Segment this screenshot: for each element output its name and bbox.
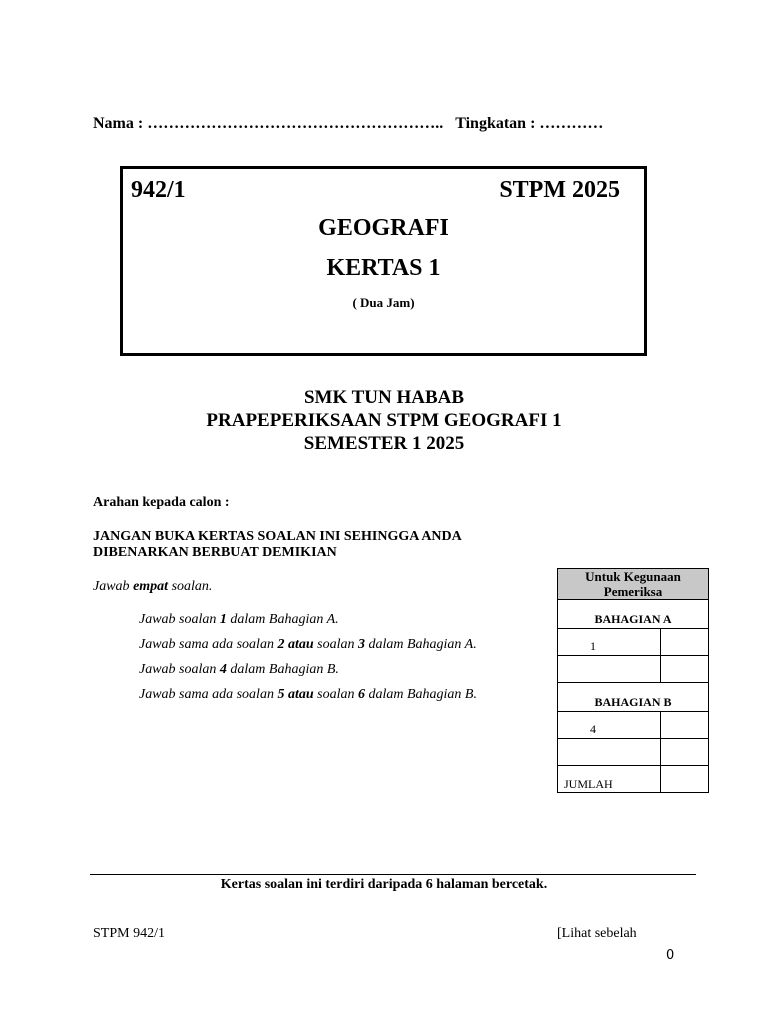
candidate-info-line (93, 115, 603, 133)
exam-name: PRAPEPERIKSAAN STPM GEOGRAFI 1 (206, 410, 562, 431)
paper-code: 942/1 (131, 177, 186, 203)
rule-item: Jawab soalan 1 dalam Bahagian A. (139, 612, 339, 627)
school-name: SMK TUN HABAB (303, 387, 465, 408)
see-next-page: [Lihat sebelah (557, 926, 637, 941)
total-mark-cell (661, 766, 709, 793)
paper-number: KERTAS 1 (326, 255, 441, 281)
question-number-cell: 1 (558, 629, 661, 656)
mark-cell (661, 629, 709, 656)
form-field-label: Tingkatan : ………… (455, 115, 604, 132)
paper-title-box (120, 166, 647, 356)
mark-cell (661, 739, 709, 766)
question-rules (139, 612, 477, 712)
question-number-cell (558, 739, 661, 766)
page-number: 0 (666, 948, 675, 963)
instructions-warning: JANGAN BUKA KERTAS SOALAN INI SEHINGGA ANDA DIBENARKAN BERBUAT DEMIKIAN (93, 529, 461, 560)
exam-year: STPM 2025 (499, 177, 620, 203)
answer-count-instruction: Jawab empat soalan. (93, 579, 213, 594)
mark-cell (661, 656, 709, 683)
section-b-label: BAHAGIAN B (558, 683, 709, 712)
total-label: JUMLAH (558, 766, 661, 793)
subject-title: GEOGRAFI (318, 215, 449, 241)
examiner-table (557, 568, 709, 793)
footer-divider (90, 874, 696, 875)
semester: SEMESTER 1 2025 (303, 433, 465, 454)
footer-paper-code: STPM 942/1 (93, 926, 165, 941)
school-heading (0, 386, 768, 455)
rule-item: Jawab soalan 4 dalam Bahagian B. (139, 662, 339, 677)
page-count-note: Kertas soalan ini terdiri daripada 6 halaman bercetak. (220, 877, 548, 892)
rule-item: Jawab sama ada soalan 2 atau soalan 3 dalam Bahagian A. (139, 637, 477, 652)
mark-cell (661, 712, 709, 739)
rule-item: Jawab sama ada soalan 5 atau soalan 6 dalam Bahagian B. (139, 687, 477, 702)
exam-duration: ( Dua Jam) (352, 295, 415, 310)
question-number-cell (558, 656, 661, 683)
section-a-label: BAHAGIAN A (558, 600, 709, 629)
question-number-cell: 4 (558, 712, 661, 739)
instructions-heading: Arahan kepada calon : (93, 495, 230, 510)
name-field-label: Nama : ……………………………………………….. (93, 115, 444, 132)
examiner-table-header: Untuk Kegunaan Pemeriksa (558, 569, 709, 600)
